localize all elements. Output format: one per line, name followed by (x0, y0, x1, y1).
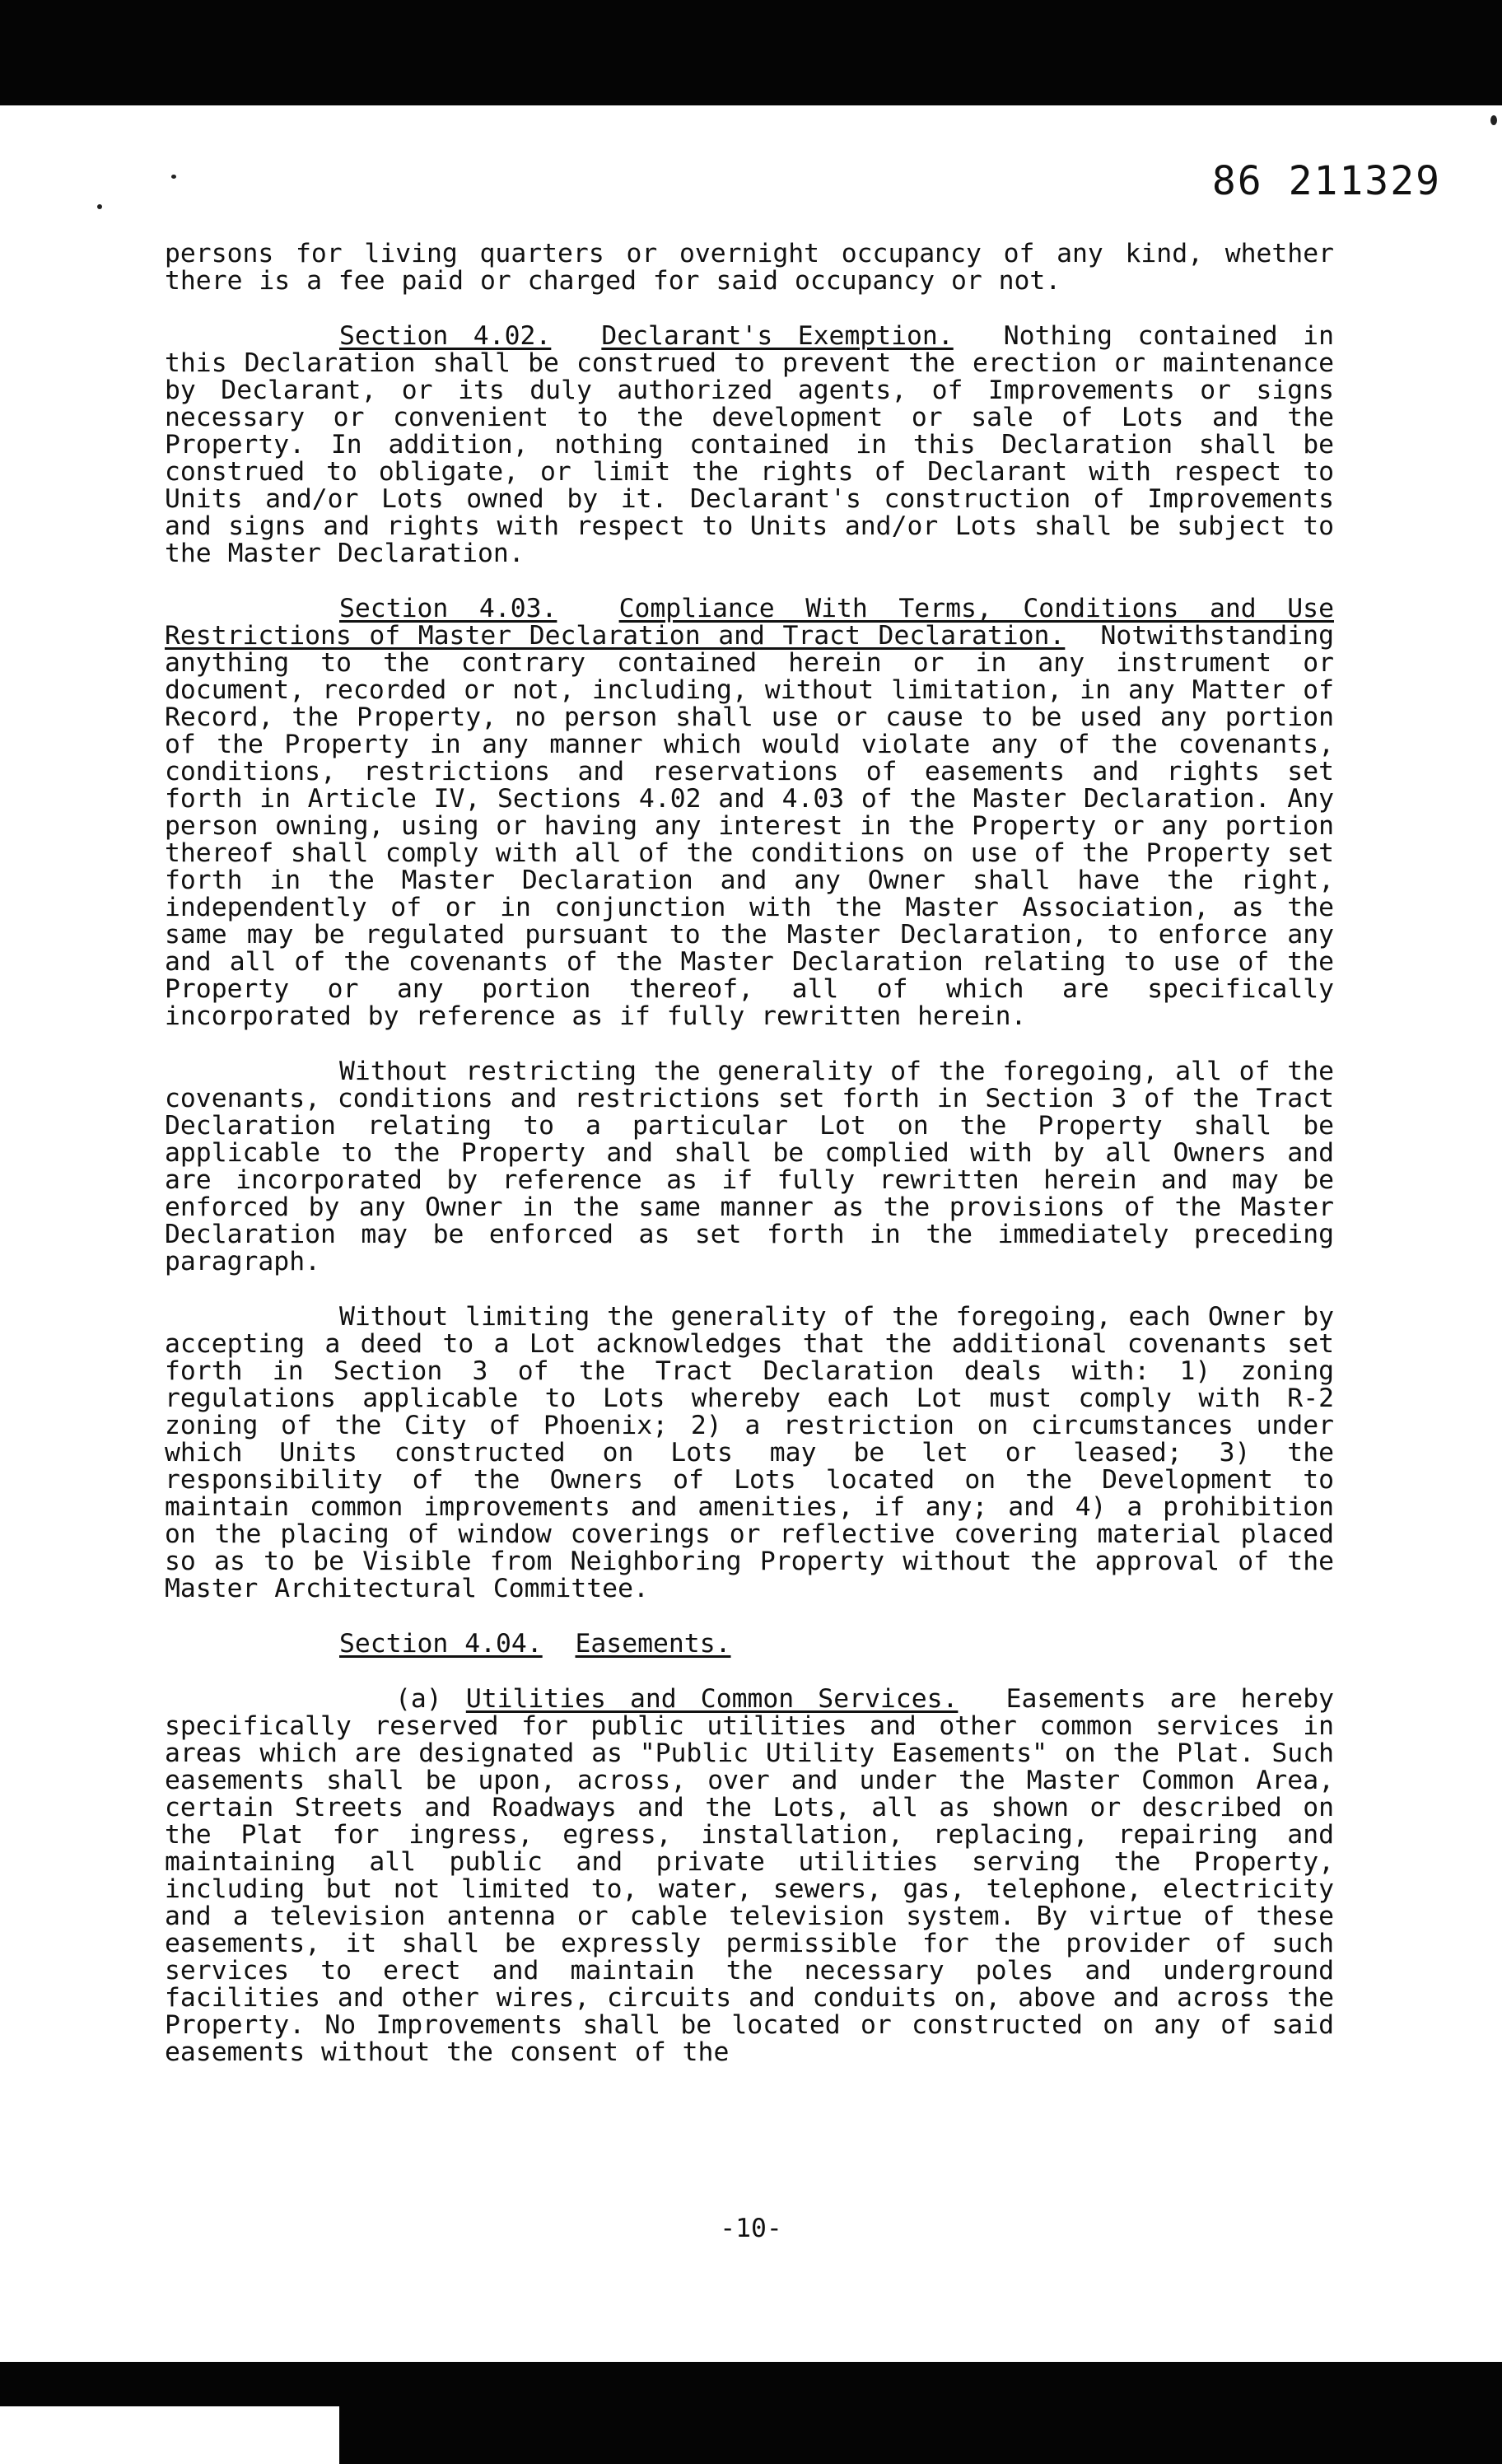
scan-top-border (0, 0, 1502, 105)
subsection-title: Utilities and Common Services. (465, 1684, 959, 1714)
section-heading: Section 4.03. (339, 594, 557, 623)
section-title: Easements. (575, 1629, 731, 1659)
paragraph-without-limiting: Without limiting the generality of the foregoing, each Owner by accepting a deed to a Lot acknowledges that the additional covenants set forth in Section 3 of the Tract Declaration deals with: 1) zoning regulations applicable to Lots whereby each Lot must comply with R-2 zoning of the City of Phoenix; 2) a restriction on circumstances under which Units constructed on Lots may be let or leased; 3) the responsibility of the Owners of Lots located on the Development to maintain common improvements and amenities, if any; and 4) a prohibition on the placing of window coverings or reflective covering material placed so as to be Visible from Neighboring Property without the approval of the Master Architectural Committee. (165, 1302, 1334, 1603)
document-number: 86 211329 (1211, 158, 1441, 204)
section-4-04 (165, 1631, 1334, 1658)
subsection-label: (a) (395, 1684, 442, 1714)
section-heading: Section 4.04. (339, 1629, 543, 1659)
section-title: Compliance With Terms, Conditions and Use Restrictions of Master Declaration and Tract Declaration. (165, 594, 1334, 651)
page-number: -10- (720, 2214, 782, 2243)
section-4-03: Section 4.03. Compliance With Terms, Conditions and Use Restrictions of Master Declaration and Tract Declaration. Notwithstanding anything to the contrary contained herein or in any instrument or document, recorded or not, including, without limitation, in any Matter of Record, the Property, no person shall use or cause to be used any portion of the Property in any manner which would violate any of the covenants, conditions, restrictions and reservations of easements and rights set forth in Article IV, Sections 4.02 and 4.03 of the Master Declaration. Any person owning, using or having any interest in the Property or any portion thereof shall comply with all of the conditions on use of the Property set forth in the Master Declaration and any Owner shall have the right, independently of or in conjunction with the Master Association, as the same may be regulated pursuant to the Master Declaration, to enforce any and all of the covenants of the Master Declaration relating to use of the Property or any portion thereof, all of which are specifically incorporated by reference as if fully rewritten herein. (165, 594, 1334, 1031)
scan-speck (171, 175, 176, 179)
scan-bottom-notch (0, 2406, 339, 2464)
scan-speck (97, 204, 102, 209)
section-heading: Section 4.02. (339, 321, 552, 351)
paragraph-continuation: persons for living quarters or overnight occupancy of any kind, whether there is a fee paid or charged for said occupancy or not. (165, 239, 1334, 296)
section-title: Declarant's Exemption. (601, 321, 954, 351)
document-body (165, 240, 1334, 2066)
scan-speck (1490, 115, 1497, 125)
section-4-04-a: (a) Utilities and Common Services. Easements are hereby specifically reserved for public utilities and other common services in areas which are designated as "Public Utility Easements" on the Plat. Such easements shall be upon, across, over and under the Master Common Area, certain Streets and Roadways and the Lots, all as shown or described on the Plat for ingress, egress, installation, replacing, repairing and maintaining all public and private utilities serving the Property, including but not limited to, water, sewers, gas, telephone, electricity and a television antenna or cable television system. By virtue of these easements, it shall be expressly permissible for the provider of such services to erect and maintain the necessary poles and underground facilities and other wires, circuits and conduits on, above and across the Property. No Improvements shall be located or constructed on any of said easements without the consent of the (165, 1684, 1334, 2067)
section-4-02: Section 4.02. Declarant's Exemption. Nothing contained in this Declaration shall be construed to prevent the erection or maintenance by Declarant, or its duly authorized agents, of Improvements or signs necessary or convenient to the development or sale of Lots and the Property. In addition, nothing contained in this Declaration shall be construed to obligate, or limit the rights of Declarant with respect to Units and/or Lots owned by it. Declarant's construction of Improvements and signs and rights with respect to Units and/or Lots shall be subject to the Master Declaration. (165, 321, 1334, 568)
paragraph-without-restricting: Without restricting the generality of the foregoing, all of the covenants, conditions and restrictions set forth in Section 3 of the Tract Declaration relating to a particular Lot on the Property shall be applicable to the Property and shall be complied with by all Owners and are incorporated by reference as if fully rewritten herein and may be enforced by any Owner in the same manner as the provisions of the Master Declaration may be enforced as set forth in the immediately preceding paragraph. (165, 1057, 1334, 1276)
